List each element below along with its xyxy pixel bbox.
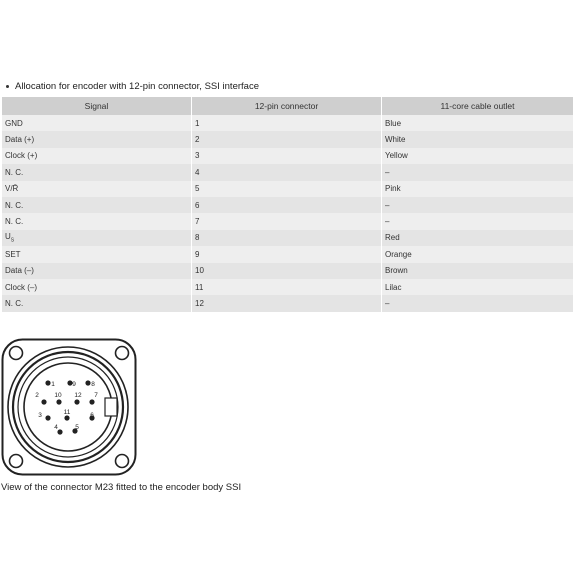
section-heading: [6, 81, 259, 92]
core-color-cell: –: [382, 164, 574, 180]
pin-label: 1: [51, 381, 55, 388]
table-row: [2, 131, 574, 147]
column-header-signal: Signal: [2, 97, 192, 115]
pin-cell: 4: [192, 164, 382, 180]
signal-cell: N. C.: [2, 197, 192, 213]
pin-cell: 11: [192, 279, 382, 295]
diagram-caption: View of the connector M23 fitted to the encoder body SSI: [1, 482, 242, 493]
pin-label: 6: [90, 412, 94, 419]
m23-connector-diagram: [1, 338, 137, 476]
signal-cell: V/R̄: [2, 181, 192, 197]
pin-label: 5: [75, 424, 79, 431]
signal-cell: Clock (+): [2, 148, 192, 164]
core-color-cell: Yellow: [382, 148, 574, 164]
table-row: [2, 246, 574, 262]
signal-cell: SET: [2, 246, 192, 262]
signal-cell: N. C.: [2, 164, 192, 180]
table-row: [2, 148, 574, 164]
pin-cell: 6: [192, 197, 382, 213]
connector-pin: [85, 380, 90, 385]
bullet-icon: [6, 85, 9, 88]
connector-pin: [57, 429, 62, 434]
core-color-cell: –: [382, 213, 574, 229]
connector-pin: [89, 399, 94, 404]
table-row: [2, 181, 574, 197]
core-color-cell: Red: [382, 230, 574, 246]
signal-cell: Data (–): [2, 263, 192, 279]
pin-cell: 3: [192, 148, 382, 164]
signal-cell: $U_S$: [2, 230, 192, 246]
table-row: [2, 115, 574, 131]
connector-pin: [45, 380, 50, 385]
core-color-cell: White: [382, 131, 574, 147]
pin-label: 10: [54, 392, 62, 399]
pin-cell: 10: [192, 263, 382, 279]
pin-label: 3: [38, 412, 42, 419]
core-color-cell: –: [382, 295, 574, 311]
signal-cell: GND: [2, 115, 192, 131]
connector-pin: [74, 399, 79, 404]
connector-pin: [45, 415, 50, 420]
table-row: [2, 164, 574, 180]
pin-cell: 1: [192, 115, 382, 131]
pin-allocation-table: [2, 97, 574, 312]
heading-text: Allocation for encoder with 12-pin connector, SSI interface: [15, 81, 259, 92]
core-color-cell: Orange: [382, 246, 574, 262]
core-color-cell: Pink: [382, 181, 574, 197]
column-header-core: 11-core cable outlet: [382, 97, 574, 115]
connector-pin: [41, 399, 46, 404]
signal-cell: N. C.: [2, 295, 192, 311]
table-row: [2, 213, 574, 229]
pin-label: 4: [54, 424, 58, 431]
pin-label: 8: [91, 381, 95, 388]
table-row: [2, 279, 574, 295]
pin-label: 7: [94, 392, 98, 399]
signal-cell: Clock (–): [2, 279, 192, 295]
pin-label: 11: [63, 409, 71, 416]
connector-pin: [56, 399, 61, 404]
connector-rings: [8, 347, 128, 467]
core-color-cell: Blue: [382, 115, 574, 131]
table-row: [2, 295, 574, 311]
core-color-cell: –: [382, 197, 574, 213]
pin-cell: 9: [192, 246, 382, 262]
table-row: [2, 263, 574, 279]
pin-cell: 2: [192, 131, 382, 147]
pin-label: 12: [74, 392, 82, 399]
pin-cell: 5: [192, 181, 382, 197]
table-row: [2, 197, 574, 213]
pin-label: 9: [72, 381, 76, 388]
pin-cell: 7: [192, 213, 382, 229]
core-color-cell: Lilac: [382, 279, 574, 295]
pin-cell: 8: [192, 230, 382, 246]
pin-cell: 12: [192, 295, 382, 311]
signal-cell: N. C.: [2, 213, 192, 229]
connector-pin: [64, 415, 69, 420]
column-header-pin: 12-pin connector: [192, 97, 382, 115]
table-header-row: [2, 97, 574, 115]
pin-label: 2: [35, 392, 39, 399]
core-color-cell: Brown: [382, 263, 574, 279]
table-row: [2, 230, 574, 246]
signal-cell: Data (+): [2, 131, 192, 147]
